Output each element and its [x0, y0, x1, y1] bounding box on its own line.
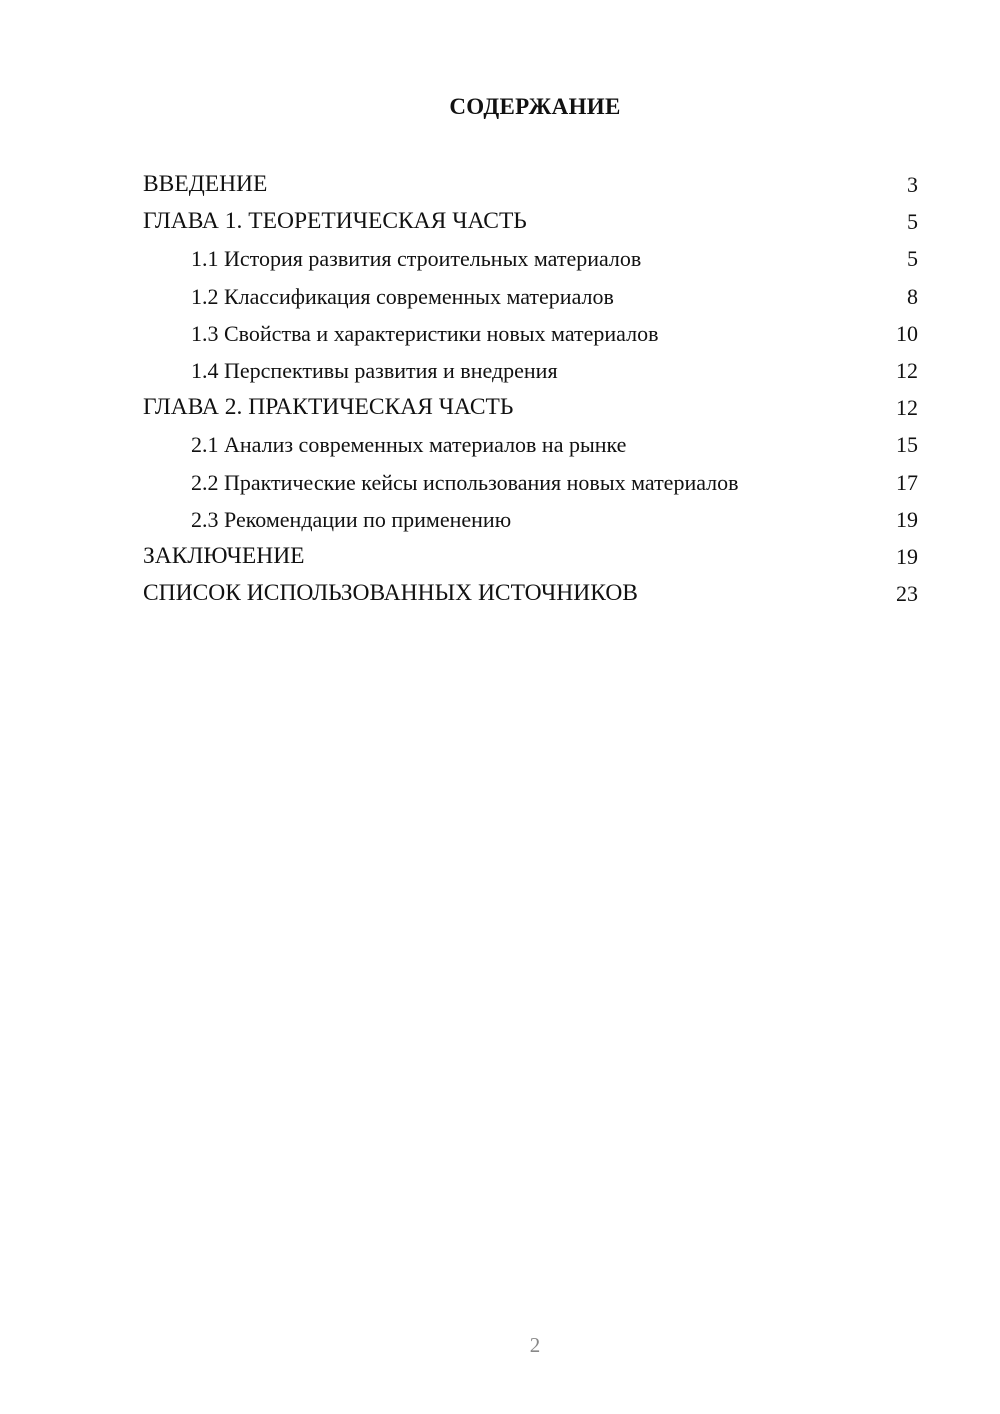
toc-entry-chapter-2[interactable] — [143, 389, 918, 426]
toc-entry-section-1-4[interactable] — [143, 352, 918, 389]
toc-entry-label: 1.4 Перспективы развития и внедрения — [191, 357, 558, 383]
toc-entry-label: ВВЕДЕНИЕ — [143, 171, 268, 197]
page-number: 2 — [529, 1333, 541, 1357]
table-of-contents — [143, 166, 918, 612]
toc-entry-introduction[interactable] — [143, 166, 918, 203]
page-title: СОДЕРЖАНИЕ — [449, 94, 621, 119]
toc-entry-label: 1.3 Свойства и характеристики новых материалов — [191, 320, 659, 346]
toc-entry-section-1-3[interactable] — [143, 315, 918, 352]
toc-entry-page-number: 5 — [907, 246, 918, 272]
toc-entry-label: СПИСОК ИСПОЛЬЗОВАННЫХ ИСТОЧНИКОВ — [143, 580, 638, 607]
toc-entry-chapter-1[interactable] — [143, 203, 918, 240]
toc-entry-label: 2.3 Рекомендации по применению — [191, 506, 512, 532]
toc-entry-label: ГЛАВА 1. ТЕОРЕТИЧЕСКАЯ ЧАСТЬ — [143, 208, 527, 235]
toc-entry-section-2-3[interactable] — [143, 501, 918, 538]
toc-entry-page-number: 12 — [896, 357, 918, 383]
toc-entry-label: ГЛАВА 2. ПРАКТИЧЕСКАЯ ЧАСТЬ — [143, 394, 514, 421]
toc-entry-label: 1.2 Классификация современных материалов — [191, 283, 614, 309]
toc-entry-references[interactable] — [143, 575, 918, 612]
toc-entry-label: ЗАКЛЮЧЕНИЕ — [143, 542, 305, 569]
toc-entry-section-1-1[interactable] — [143, 240, 918, 277]
toc-entry-page-number: 17 — [896, 469, 918, 495]
toc-entry-page-number: 23 — [896, 581, 918, 607]
toc-entry-section-2-2[interactable] — [143, 464, 918, 501]
toc-entry-section-2-1[interactable] — [143, 426, 918, 463]
toc-entry-conclusion[interactable] — [143, 538, 918, 575]
toc-entry-page-number: 10 — [896, 320, 918, 346]
toc-entry-label: 1.1 История развития строительных материалов — [191, 246, 642, 272]
toc-entry-page-number: 15 — [896, 432, 918, 458]
toc-entry-page-number: 5 — [907, 209, 918, 235]
toc-entry-page-number: 19 — [896, 506, 918, 532]
toc-entry-label: 2.2 Практические кейсы использования новых материалов — [191, 469, 739, 495]
toc-entry-page-number: 19 — [896, 543, 918, 569]
toc-entry-page-number: 8 — [907, 283, 918, 309]
toc-entry-page-number: 3 — [907, 172, 918, 197]
toc-entry-section-1-2[interactable] — [143, 278, 918, 315]
toc-entry-label: 2.1 Анализ современных материалов на рынке — [191, 432, 627, 458]
toc-entry-page-number: 12 — [896, 395, 918, 421]
